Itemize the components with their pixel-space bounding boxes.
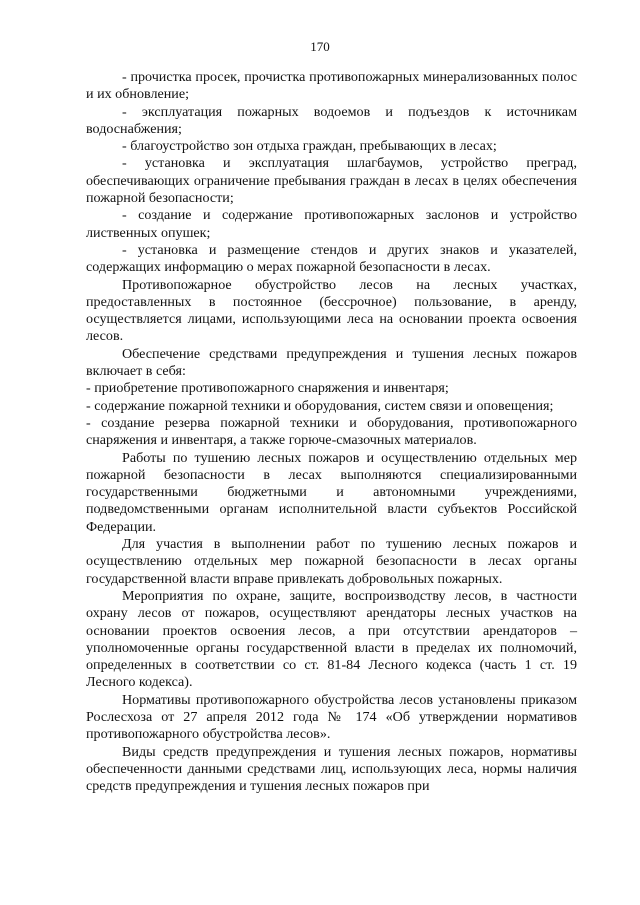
paragraph-6: - установка и размещение стендов и других знаков и указателей, содержащих информацию о мерах пожарной безопасности в лесах.: [86, 241, 577, 276]
page-number: 170: [310, 39, 330, 54]
document-body: [86, 69, 577, 795]
paragraph-9: - приобретение противопожарного снаряжения и инвентаря;: [86, 380, 449, 397]
paragraph-5: - создание и содержание противопожарных заслонов и устройство лиственных опушек;: [86, 207, 577, 241]
paragraph-8: Обеспечение средствами предупреждения и тушения лесных пожаров включает в себя:: [86, 345, 577, 380]
paragraph-4: - установка и эксплуатация шлагбаумов, устройство преград, обеспечивающих ограничение пребывания граждан в лесах в целях обеспечения пожарной безопасности;: [86, 155, 577, 207]
paragraph-10: - содержание пожарной техники и оборудования, систем связи и оповещения;: [86, 397, 554, 414]
paragraph-14: Мероприятия по охране, защите, воспроизводству лесов, в частности охрану лесов от пожаров, осуществляют арендаторы лесных участков на основании проектов освоения лесов, а при отсутствии арендаторов – уполномоченные органы государственной власти в пределах их полномочий, определенных в соответствии со ст. 81-84 Лесного кодекса (часть 1 ст. 19 Лесного кодекса).: [86, 587, 577, 691]
paragraph-16: Виды средств предупреждения и тушения лесных пожаров, нормативы обеспеченности данными средствами лиц, использующих леса, нормы наличия средств предупреждения и тушения лесных пожаров при: [86, 743, 577, 795]
paragraph-1: - прочистка просек, прочистка противопожарных минерализованных полос и их обновление;: [86, 69, 577, 103]
paragraph-15: Нормативы противопожарного обустройства лесов установлены приказом Рослесхоза от 27 апреля 2012 года № 174 «Об утверждении нормативов противопожарного обустройства лесов».: [86, 691, 577, 743]
paragraph-11: - создание резерва пожарной техники и оборудования, противопожарного снаряжения и инвентаря, а также горюче-смазочных материалов.: [86, 414, 577, 449]
paragraph-3: - благоустройство зон отдыха граждан, пребывающих в лесах;: [122, 138, 497, 155]
paragraph-13: Для участия в выполнении работ по тушению лесных пожаров и осуществлению отдельных мер пожарной безопасности в лесах органы государственной власти вправе привлекать добровольных пожарных.: [86, 536, 577, 587]
paragraph-2: - эксплуатация пожарных водоемов и подъездов к источникам водоснабжения;: [86, 103, 577, 137]
paragraph-7: Противопожарное обустройство лесов на лесных участках, предоставленных в постоянное (бессрочное) пользование, в аренду, осуществляется лицами, использующими леса на основании проекта освоения лесов.: [86, 276, 577, 345]
paragraph-12: Работы по тушению лесных пожаров и осуществлению отдельных мер пожарной безопасности в лесах выполняются специализированными государственными бюджетными и автономными учреждениями, подведомственными органам исполнительной власти субъектов Российской Федерации.: [86, 449, 577, 535]
